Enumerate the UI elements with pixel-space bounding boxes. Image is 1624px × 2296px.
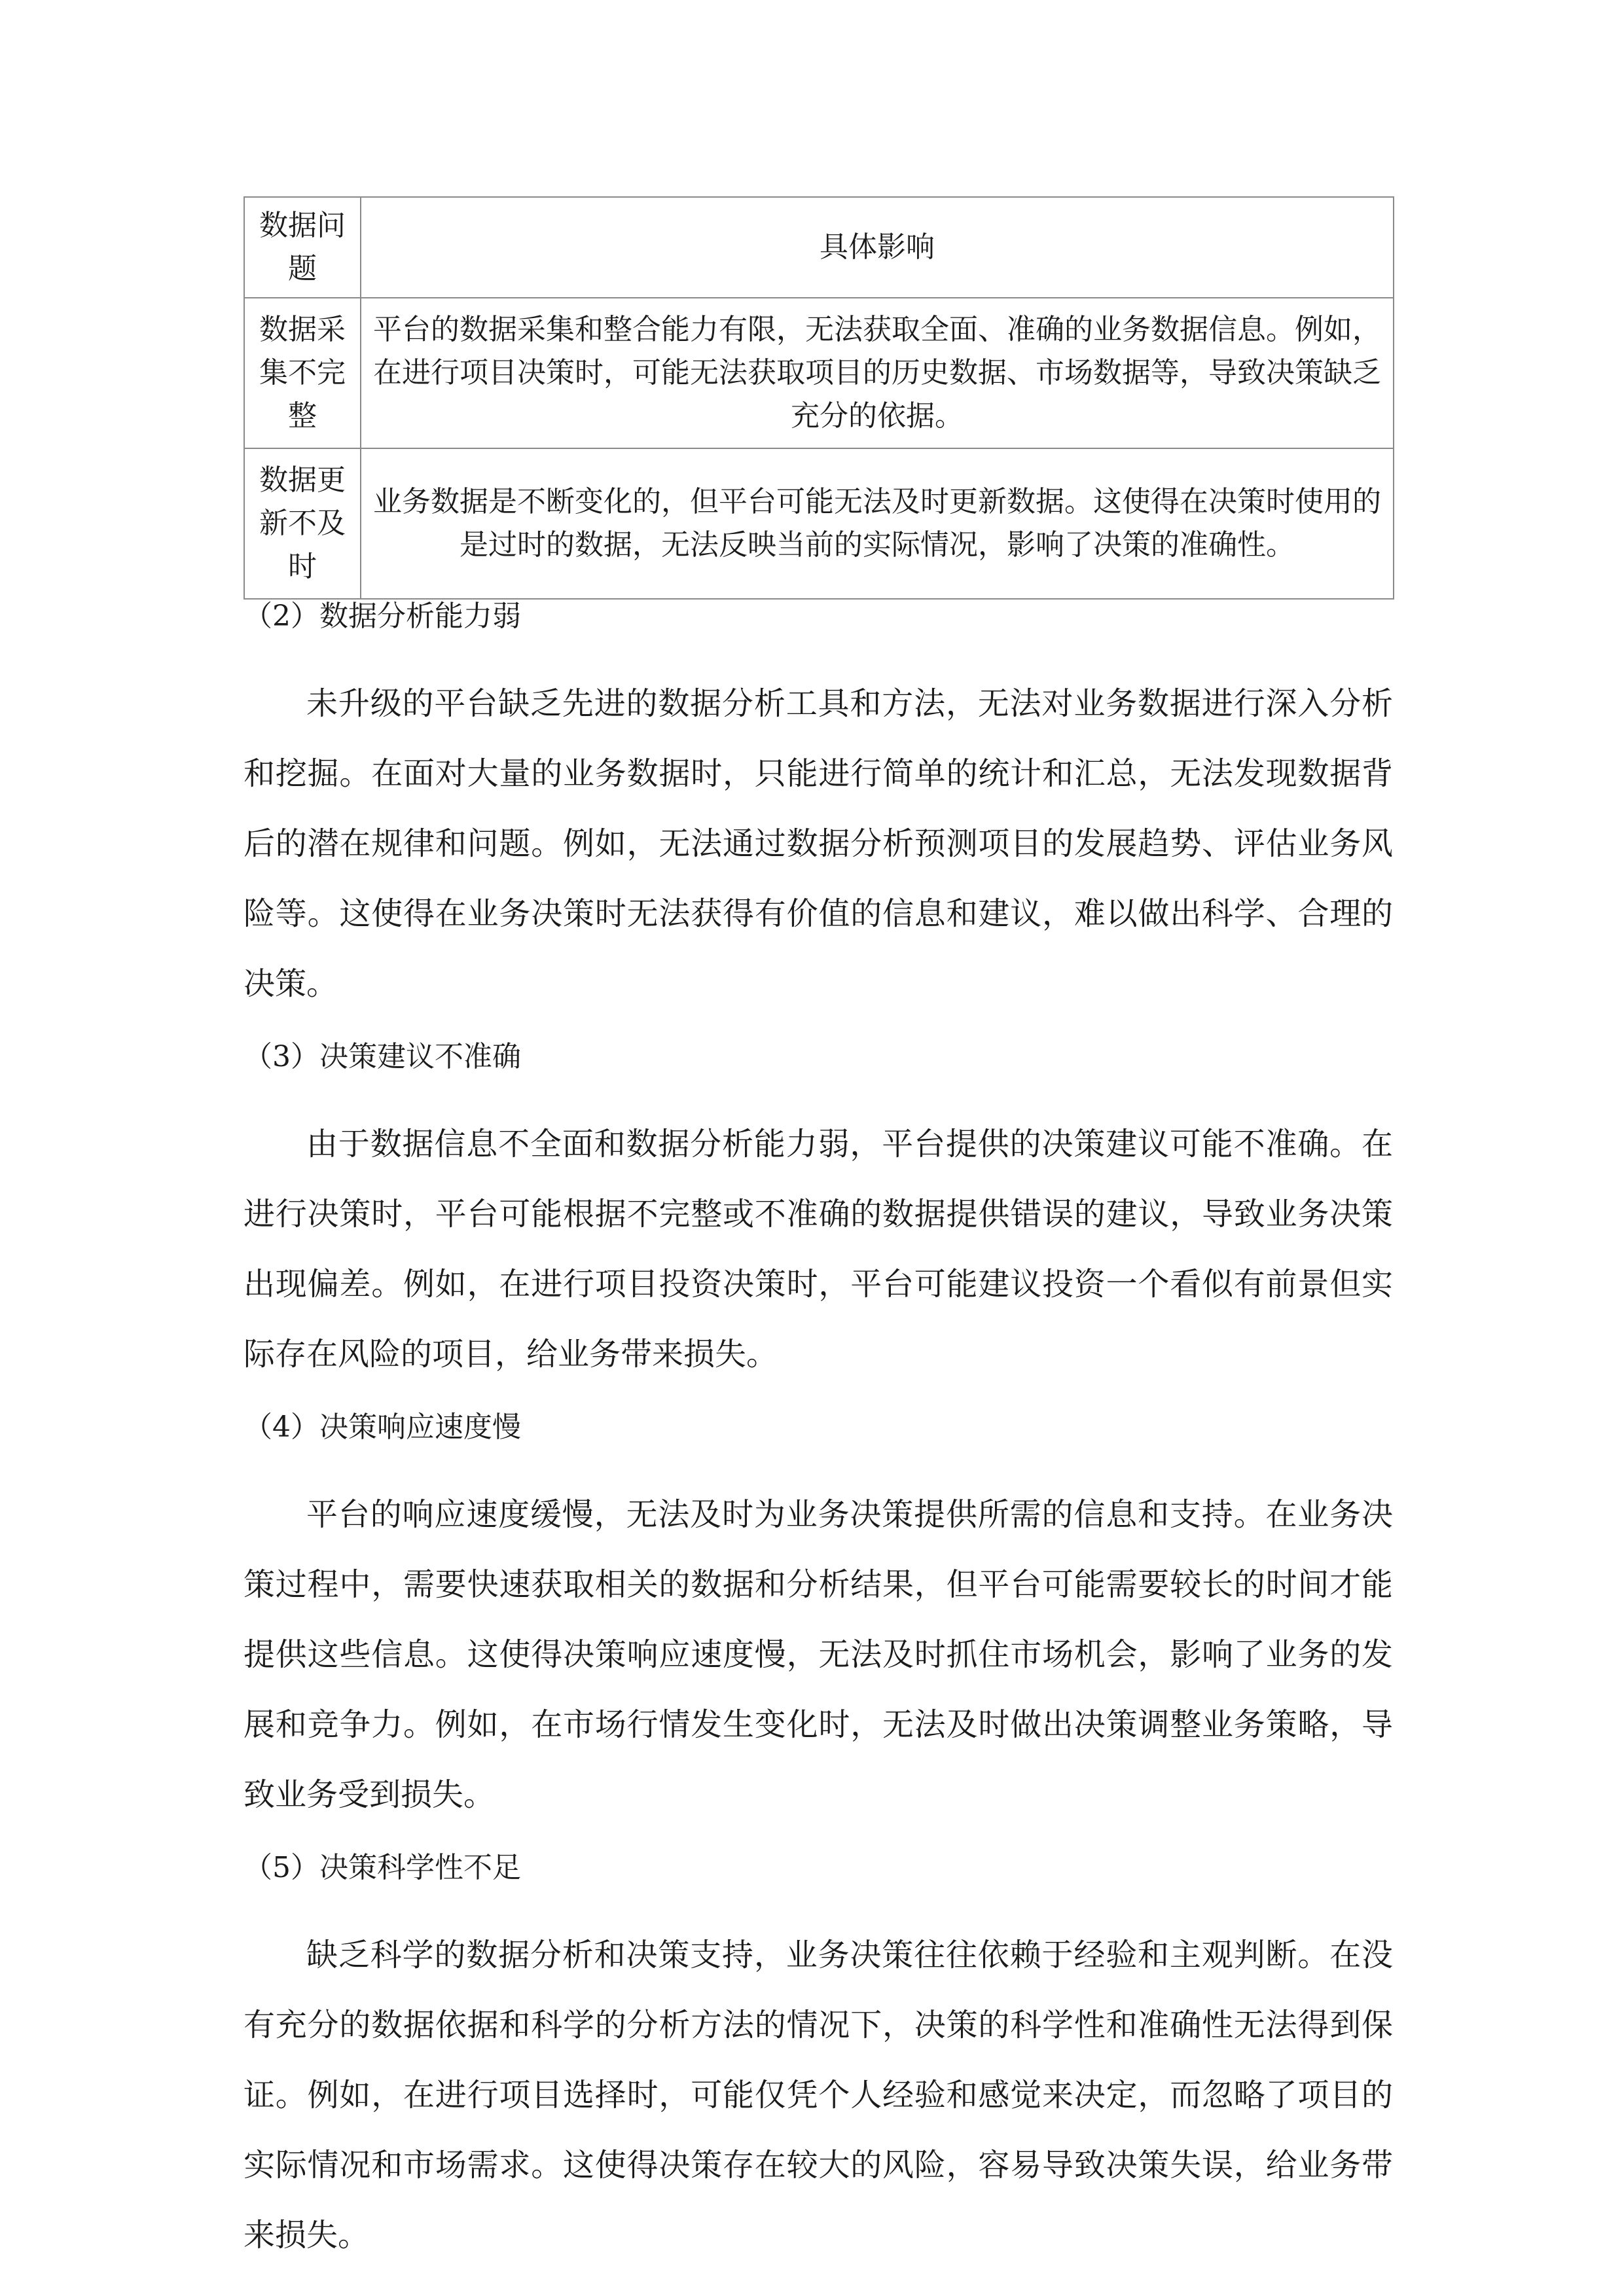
section-response-speed <box>244 1408 1393 1830</box>
section-paragraph: 由于数据信息不全面和数据分析能力弱，平台提供的决策建议可能不准确。在进行决策时，平台可能根据不完整或不准确的数据提供错误的建议，导致业务决策出现偏差。例如，在进行项目投资决策时，平台可能建议投资一个看似有前景但实际存在风险的项目，给业务带来损失。 <box>244 1126 1393 1372</box>
header-cell-impact: 具体影响 <box>361 197 1394 298</box>
section-heading: （4）决策响应速度慢 <box>244 1410 521 1444</box>
header-cell-problem: 数据问题 <box>244 197 361 298</box>
table-row <box>244 298 1394 448</box>
section-paragraph: 缺乏科学的数据分析和决策支持，业务决策往往依赖于经验和主观判断。在没有充分的数据依据和科学的分析方法的情况下，决策的科学性和准确性无法得到保证。例如，在进行项目选择时，可能仅凭个人经验和感觉来决定，而忽略了项目的实际情况和市场需求。这使得决策存在较大的风险，容易导致决策失误，给业务带来损失。 <box>244 1937 1393 2253</box>
impact-cell: 业务数据是不断变化的，但平台可能无法及时更新数据。这使得在决策时使用的是过时的数据，无法反映当前的实际情况，影响了决策的准确性。 <box>361 448 1394 599</box>
body-content <box>244 597 1393 2289</box>
section-paragraph: 未升级的平台缺乏先进的数据分析工具和方法，无法对业务数据进行深入分析和挖掘。在面对大量的业务数据时，只能进行简单的统计和汇总，无法发现数据背后的潜在规律和问题。例如，无法通过数据分析预测项目的发展趋势、评估业务风险等。这使得在业务决策时无法获得有价值的信息和建议，难以做出科学、合理的决策。 <box>244 685 1393 1002</box>
section-paragraph: 平台的响应速度缓慢，无法及时为业务决策提供所需的信息和支持。在业务决策过程中，需要快速获取相关的数据和分析结果，但平台可能需要较长的时间才能提供这些信息。这使得决策响应速度慢，无法及时抓住市场机会，影响了业务的发展和竞争力。例如，在市场行情发生变化时，无法及时做出决策调整业务策略，导致业务受到损失。 <box>244 1496 1393 1813</box>
data-issue-table <box>244 196 1394 600</box>
table-row <box>244 448 1394 599</box>
problem-cell: 数据更新不及时 <box>244 448 361 599</box>
table-header-row <box>244 197 1394 298</box>
problem-cell: 数据采集不完整 <box>244 298 361 448</box>
section-heading: （2）数据分析能力弱 <box>244 600 521 633</box>
section-heading: （5）决策科学性不足 <box>244 1851 521 1884</box>
section-decision-advice <box>244 1037 1393 1390</box>
section-data-analysis <box>244 597 1393 1019</box>
impact-cell: 平台的数据采集和整合能力有限，无法获取全面、准确的业务数据信息。例如，在进行项目决策时，可能无法获取项目的历史数据、市场数据等，导致决策缺乏充分的依据。 <box>361 298 1394 448</box>
section-heading: （3）决策建议不准确 <box>244 1040 521 1073</box>
section-scientific-decision <box>244 1848 1393 2270</box>
